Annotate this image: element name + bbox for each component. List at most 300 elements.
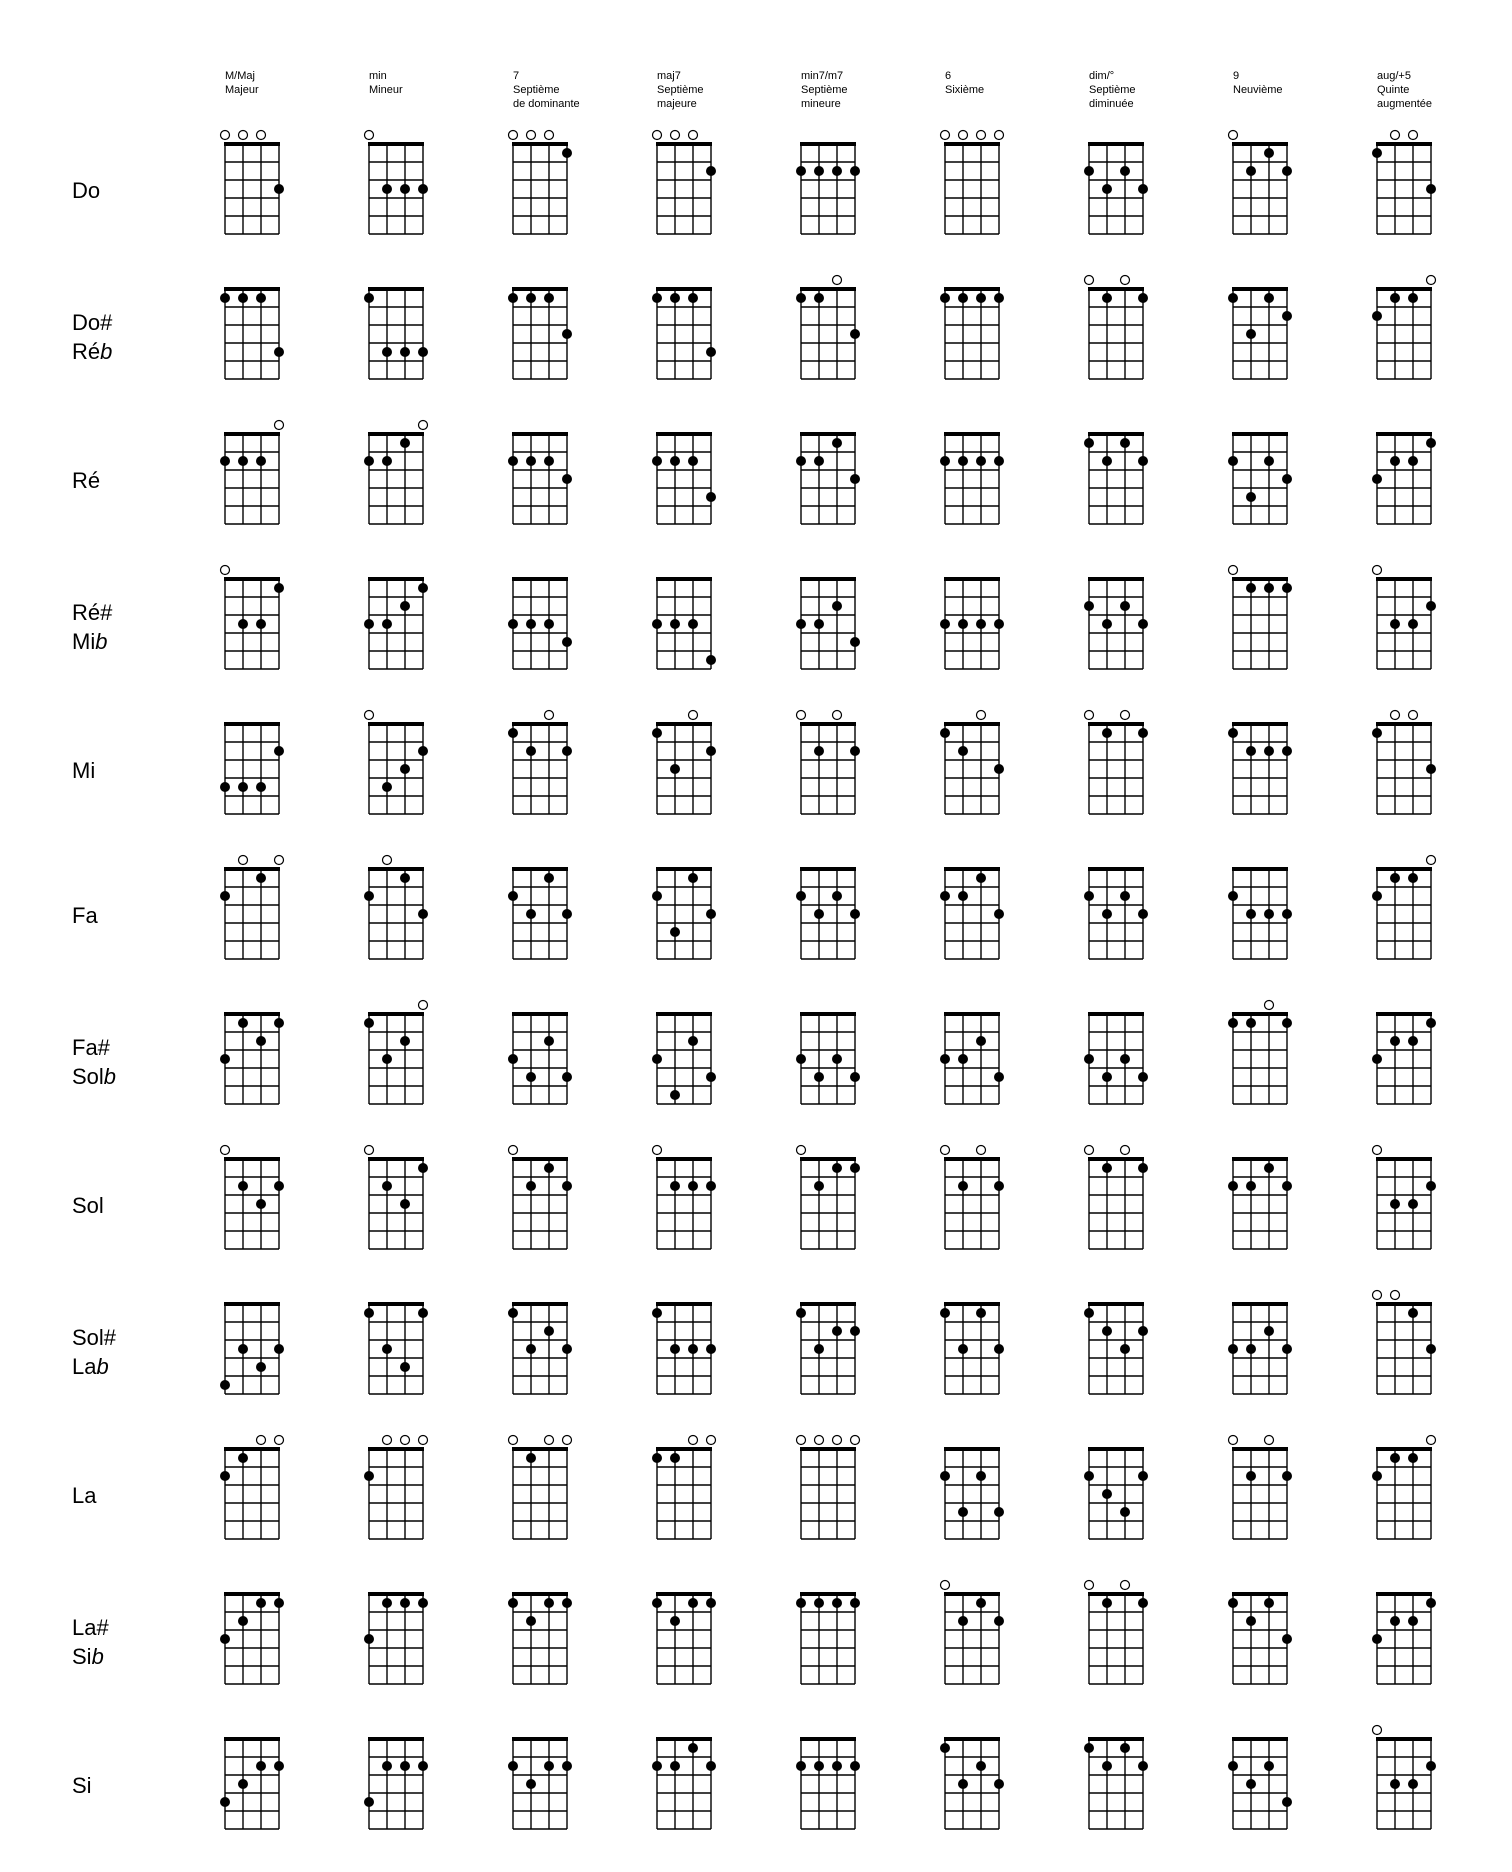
open-string-marker [509, 131, 518, 140]
finger-dot [1138, 1598, 1148, 1608]
finger-dot [670, 1453, 680, 1463]
finger-dot [1228, 456, 1238, 466]
finger-dot [850, 474, 860, 484]
finger-dot [526, 1344, 536, 1354]
finger-dot [1084, 438, 1094, 448]
finger-dot [832, 1054, 842, 1064]
finger-dot [1282, 1797, 1292, 1807]
finger-dot [1408, 1199, 1418, 1209]
finger-dot [274, 347, 284, 357]
finger-dot [814, 1761, 824, 1771]
chord-diagram [365, 711, 429, 815]
finger-dot [1084, 1308, 1094, 1318]
finger-dot [688, 456, 698, 466]
finger-dot [220, 1054, 230, 1064]
finger-dot [1246, 909, 1256, 919]
finger-dot [1102, 1489, 1112, 1499]
chord-diagram [508, 289, 572, 379]
chord-type-header: 7 Septième de dominante [513, 70, 580, 110]
open-string-marker [1391, 1291, 1400, 1300]
finger-dot [652, 619, 662, 629]
finger-dot [544, 456, 554, 466]
finger-dot [1120, 891, 1130, 901]
finger-dot [1246, 583, 1256, 593]
finger-dot [706, 746, 716, 756]
finger-dot [652, 1761, 662, 1771]
finger-dot [706, 347, 716, 357]
chord-diagram [1372, 1594, 1436, 1684]
root-note-label: Do# [72, 310, 113, 335]
open-string-marker [941, 1146, 950, 1155]
finger-dot [1390, 619, 1400, 629]
finger-dot [1228, 1181, 1238, 1191]
finger-dot [850, 1598, 860, 1608]
finger-dot [832, 1163, 842, 1173]
chord-diagram [1084, 434, 1148, 524]
finger-dot [994, 1779, 1004, 1789]
finger-dot [850, 746, 860, 756]
finger-dot [256, 456, 266, 466]
finger-dot [526, 1453, 536, 1463]
open-string-marker [833, 711, 842, 720]
finger-dot [670, 1761, 680, 1771]
chord-diagram [220, 1594, 284, 1684]
chord-type-header: M/Maj Majeur [225, 70, 259, 96]
finger-dot [1084, 601, 1094, 611]
finger-dot [1264, 746, 1274, 756]
root-note-label: Ré [72, 468, 101, 493]
finger-dot [832, 438, 842, 448]
finger-dot [796, 619, 806, 629]
finger-dot [508, 1308, 518, 1318]
open-string-marker [1391, 711, 1400, 720]
chord-diagram [940, 1739, 1004, 1829]
chord-diagram [652, 1739, 716, 1829]
chord-diagram [653, 131, 717, 235]
finger-dot [418, 746, 428, 756]
finger-dot [1246, 1616, 1256, 1626]
finger-dot [976, 456, 986, 466]
chord-diagram [508, 711, 572, 815]
finger-dot [1246, 166, 1256, 176]
finger-dot [400, 1761, 410, 1771]
finger-dot [1408, 1036, 1418, 1046]
chord-diagram [508, 1014, 572, 1104]
finger-dot [1372, 148, 1382, 158]
finger-dot [562, 746, 572, 756]
open-string-marker [275, 1436, 284, 1445]
open-string-marker [1121, 276, 1130, 285]
open-string-marker [275, 421, 284, 430]
chord-diagram [364, 1436, 428, 1540]
finger-dot [1138, 184, 1148, 194]
finger-dot [670, 927, 680, 937]
finger-dot [1390, 1616, 1400, 1626]
finger-dot [508, 1761, 518, 1771]
finger-dot [256, 619, 266, 629]
finger-dot [976, 1598, 986, 1608]
finger-dot [1120, 601, 1130, 611]
chord-type-header: 9 Neuvième [1233, 70, 1283, 96]
finger-dot [220, 1634, 230, 1644]
finger-dot [1228, 1344, 1238, 1354]
finger-dot [850, 1761, 860, 1771]
finger-dot [382, 1054, 392, 1064]
chord-diagram [220, 421, 284, 525]
finger-dot [1084, 1471, 1094, 1481]
open-string-marker [239, 856, 248, 865]
finger-dot [1372, 1471, 1382, 1481]
finger-dot [1246, 746, 1256, 756]
chord-diagram [1085, 711, 1149, 815]
chord-type-header: aug/+5 Quinte augmentée [1377, 70, 1433, 110]
finger-dot [796, 891, 806, 901]
finger-dot [1282, 1344, 1292, 1354]
root-note-label: Réb [72, 339, 113, 364]
finger-dot [1246, 1471, 1256, 1481]
finger-dot [688, 1344, 698, 1354]
chord-diagram [220, 1304, 284, 1394]
finger-dot [688, 293, 698, 303]
finger-dot [976, 619, 986, 629]
open-string-marker [833, 276, 842, 285]
open-string-marker [689, 711, 698, 720]
finger-dot [1102, 619, 1112, 629]
finger-dot [256, 782, 266, 792]
finger-dot [256, 1362, 266, 1372]
chord-diagram [1084, 144, 1148, 234]
finger-dot [562, 1072, 572, 1082]
finger-dot [1228, 891, 1238, 901]
chord-diagram [652, 869, 716, 959]
finger-dot [1120, 1344, 1130, 1354]
finger-dot [1138, 1471, 1148, 1481]
chord-diagram [941, 1581, 1005, 1685]
finger-dot [220, 293, 230, 303]
chord-diagram [220, 289, 284, 379]
finger-dot [832, 1598, 842, 1608]
finger-dot [1426, 438, 1436, 448]
chord-diagram [364, 289, 428, 379]
root-note-label: Do [72, 178, 101, 203]
finger-dot [1408, 1308, 1418, 1318]
open-string-marker [1373, 1146, 1382, 1155]
chord-diagram [796, 869, 860, 959]
open-string-marker [851, 1436, 860, 1445]
chord-type-header: dim/° Septième diminuée [1089, 70, 1136, 110]
chord-diagram [508, 1304, 572, 1394]
finger-dot [1408, 293, 1418, 303]
chord-diagram [365, 1146, 429, 1250]
chord-diagram [220, 856, 284, 960]
finger-dot [1426, 1598, 1436, 1608]
finger-dot [832, 166, 842, 176]
chord-diagram [941, 131, 1004, 235]
open-string-marker [1373, 566, 1382, 575]
finger-dot [670, 764, 680, 774]
root-note-label: Fa [72, 903, 98, 928]
finger-dot [526, 619, 536, 629]
finger-dot [958, 1181, 968, 1191]
chord-type-header: min Mineur [369, 70, 403, 96]
finger-dot [1264, 456, 1274, 466]
finger-dot [1264, 1163, 1274, 1173]
chord-diagram [364, 1001, 428, 1105]
finger-dot [1102, 1326, 1112, 1336]
chord-diagram [1373, 1146, 1437, 1250]
open-string-marker [977, 1146, 986, 1155]
open-string-marker [1121, 1581, 1130, 1590]
finger-dot [400, 1362, 410, 1372]
root-note-label: Si [72, 1773, 92, 1798]
chord-diagram [1372, 1014, 1436, 1104]
finger-dot [238, 1018, 248, 1028]
finger-dot [1120, 1743, 1130, 1753]
finger-dot [814, 746, 824, 756]
finger-dot [850, 637, 860, 647]
open-string-marker [689, 131, 698, 140]
finger-dot [1138, 619, 1148, 629]
finger-dot [418, 1163, 428, 1173]
finger-dot [958, 891, 968, 901]
finger-dot [994, 619, 1004, 629]
finger-dot [544, 1163, 554, 1173]
chord-diagram [509, 131, 573, 235]
finger-dot [1120, 1507, 1130, 1517]
finger-dot [562, 148, 572, 158]
open-string-marker [1427, 1436, 1436, 1445]
finger-dot [1390, 1199, 1400, 1209]
finger-dot [994, 1507, 1004, 1517]
chord-diagram [653, 1146, 717, 1250]
finger-dot [958, 456, 968, 466]
chord-diagram [796, 144, 860, 234]
finger-dot [508, 456, 518, 466]
chord-diagram [221, 566, 285, 670]
root-note-label: Fa# [72, 1035, 110, 1060]
finger-dot [238, 619, 248, 629]
finger-dot [562, 329, 572, 339]
finger-dot [652, 1453, 662, 1463]
finger-dot [256, 1598, 266, 1608]
open-string-marker [1085, 1146, 1094, 1155]
open-string-marker [689, 1436, 698, 1445]
finger-dot [994, 1072, 1004, 1082]
finger-dot [940, 293, 950, 303]
finger-dot [562, 474, 572, 484]
finger-dot [994, 1181, 1004, 1191]
chord-diagram [220, 724, 284, 814]
finger-dot [220, 1797, 230, 1807]
finger-dot [1282, 1181, 1292, 1191]
finger-dot [400, 1598, 410, 1608]
open-string-marker [941, 131, 950, 140]
finger-dot [940, 456, 950, 466]
chord-diagram [220, 1436, 284, 1540]
chord-diagram [364, 421, 428, 525]
chord-diagram [1228, 1159, 1292, 1249]
finger-dot [364, 1471, 374, 1481]
finger-dot [418, 1308, 428, 1318]
open-string-marker [1229, 1436, 1238, 1445]
finger-dot [508, 891, 518, 901]
finger-dot [274, 1181, 284, 1191]
open-string-marker [545, 1436, 554, 1445]
finger-dot [256, 873, 266, 883]
finger-dot [832, 1761, 842, 1771]
finger-dot [958, 1054, 968, 1064]
finger-dot [526, 1779, 536, 1789]
finger-dot [1228, 1018, 1238, 1028]
chord-diagram [1372, 711, 1436, 815]
finger-dot [1408, 619, 1418, 629]
finger-dot [958, 1344, 968, 1354]
finger-dot [976, 293, 986, 303]
open-string-marker [563, 1436, 572, 1445]
root-note-label: Lab [72, 1354, 109, 1379]
finger-dot [364, 891, 374, 901]
finger-dot [688, 1181, 698, 1191]
finger-dot [1246, 1181, 1256, 1191]
finger-dot [274, 746, 284, 756]
finger-dot [1282, 909, 1292, 919]
chord-diagram [1372, 276, 1436, 380]
open-string-marker [941, 1581, 950, 1590]
chord-diagram [796, 1014, 860, 1104]
finger-dot [562, 1181, 572, 1191]
chord-diagram [796, 1304, 860, 1394]
finger-dot [994, 293, 1004, 303]
finger-dot [976, 1761, 986, 1771]
chord-diagram [940, 869, 1004, 959]
open-string-marker [833, 1436, 842, 1445]
finger-dot [958, 619, 968, 629]
open-string-marker [401, 1436, 410, 1445]
open-string-marker [1409, 711, 1418, 720]
finger-dot [508, 1054, 518, 1064]
open-string-marker [1265, 1001, 1274, 1010]
finger-dot [1264, 1761, 1274, 1771]
finger-dot [814, 1181, 824, 1191]
finger-dot [364, 1634, 374, 1644]
open-string-marker [959, 131, 968, 140]
finger-dot [1264, 148, 1274, 158]
finger-dot [1282, 1471, 1292, 1481]
open-string-marker [797, 711, 806, 720]
finger-dot [814, 166, 824, 176]
chord-diagram [1084, 1014, 1148, 1104]
finger-dot [1138, 728, 1148, 738]
chord-diagram [1228, 724, 1292, 814]
finger-dot [238, 1344, 248, 1354]
finger-dot [256, 1761, 266, 1771]
finger-dot [238, 782, 248, 792]
chord-diagram [1084, 869, 1148, 959]
finger-dot [1390, 1779, 1400, 1789]
chord-diagram [796, 1739, 860, 1829]
chord-diagram [652, 579, 716, 669]
finger-dot [1408, 873, 1418, 883]
finger-dot [1282, 311, 1292, 321]
chord-diagram [797, 1436, 860, 1540]
finger-dot [976, 1471, 986, 1481]
finger-dot [508, 1598, 518, 1608]
open-string-marker [653, 1146, 662, 1155]
finger-dot [652, 1054, 662, 1064]
finger-dot [670, 1616, 680, 1626]
finger-dot [1390, 293, 1400, 303]
chord-diagram [1372, 434, 1436, 524]
chord-diagram [1085, 1581, 1149, 1685]
finger-dot [544, 1598, 554, 1608]
finger-dot [544, 293, 554, 303]
finger-dot [670, 456, 680, 466]
finger-dot [1138, 909, 1148, 919]
chord-diagram [652, 289, 716, 379]
finger-dot [1138, 293, 1148, 303]
finger-dot [544, 873, 554, 883]
chord-diagram [940, 289, 1004, 379]
finger-dot [400, 438, 410, 448]
chord-diagram [1372, 131, 1436, 235]
finger-dot [400, 1199, 410, 1209]
finger-dot [418, 1761, 428, 1771]
chord-diagram [221, 131, 285, 235]
finger-dot [832, 1326, 842, 1336]
chord-diagram [1228, 434, 1292, 524]
finger-dot [544, 1761, 554, 1771]
open-string-marker [383, 1436, 392, 1445]
finger-dot [652, 891, 662, 901]
finger-dot [976, 873, 986, 883]
chord-diagram [652, 1436, 716, 1540]
finger-dot [706, 909, 716, 919]
chord-diagram [1228, 1739, 1292, 1829]
finger-dot [508, 293, 518, 303]
finger-dot [796, 293, 806, 303]
finger-dot [652, 293, 662, 303]
finger-dot [274, 1761, 284, 1771]
finger-dot [814, 293, 824, 303]
finger-dot [364, 1018, 374, 1028]
root-note-label: Ré# [72, 600, 113, 625]
finger-dot [1426, 184, 1436, 194]
finger-dot [1282, 1634, 1292, 1644]
open-string-marker [1085, 1581, 1094, 1590]
open-string-marker [1373, 1291, 1382, 1300]
finger-dot [1372, 1634, 1382, 1644]
root-note-label: Mi [72, 758, 96, 783]
root-note-label: La# [72, 1615, 109, 1640]
finger-dot [1246, 492, 1256, 502]
chord-diagram [797, 1146, 861, 1250]
open-string-marker [257, 131, 266, 140]
finger-dot [364, 456, 374, 466]
chord-diagram [364, 1594, 428, 1684]
finger-dot [1426, 1181, 1436, 1191]
finger-dot [652, 1598, 662, 1608]
chord-diagram [1229, 131, 1293, 235]
open-string-marker [1373, 1726, 1382, 1735]
finger-dot [1246, 1344, 1256, 1354]
open-string-marker [419, 1436, 428, 1445]
open-string-marker [221, 566, 230, 575]
finger-dot [418, 1598, 428, 1608]
chord-type-header: maj7 Septième majeure [657, 70, 704, 110]
finger-dot [1408, 1453, 1418, 1463]
finger-dot [1102, 1598, 1112, 1608]
finger-dot [1138, 1761, 1148, 1771]
